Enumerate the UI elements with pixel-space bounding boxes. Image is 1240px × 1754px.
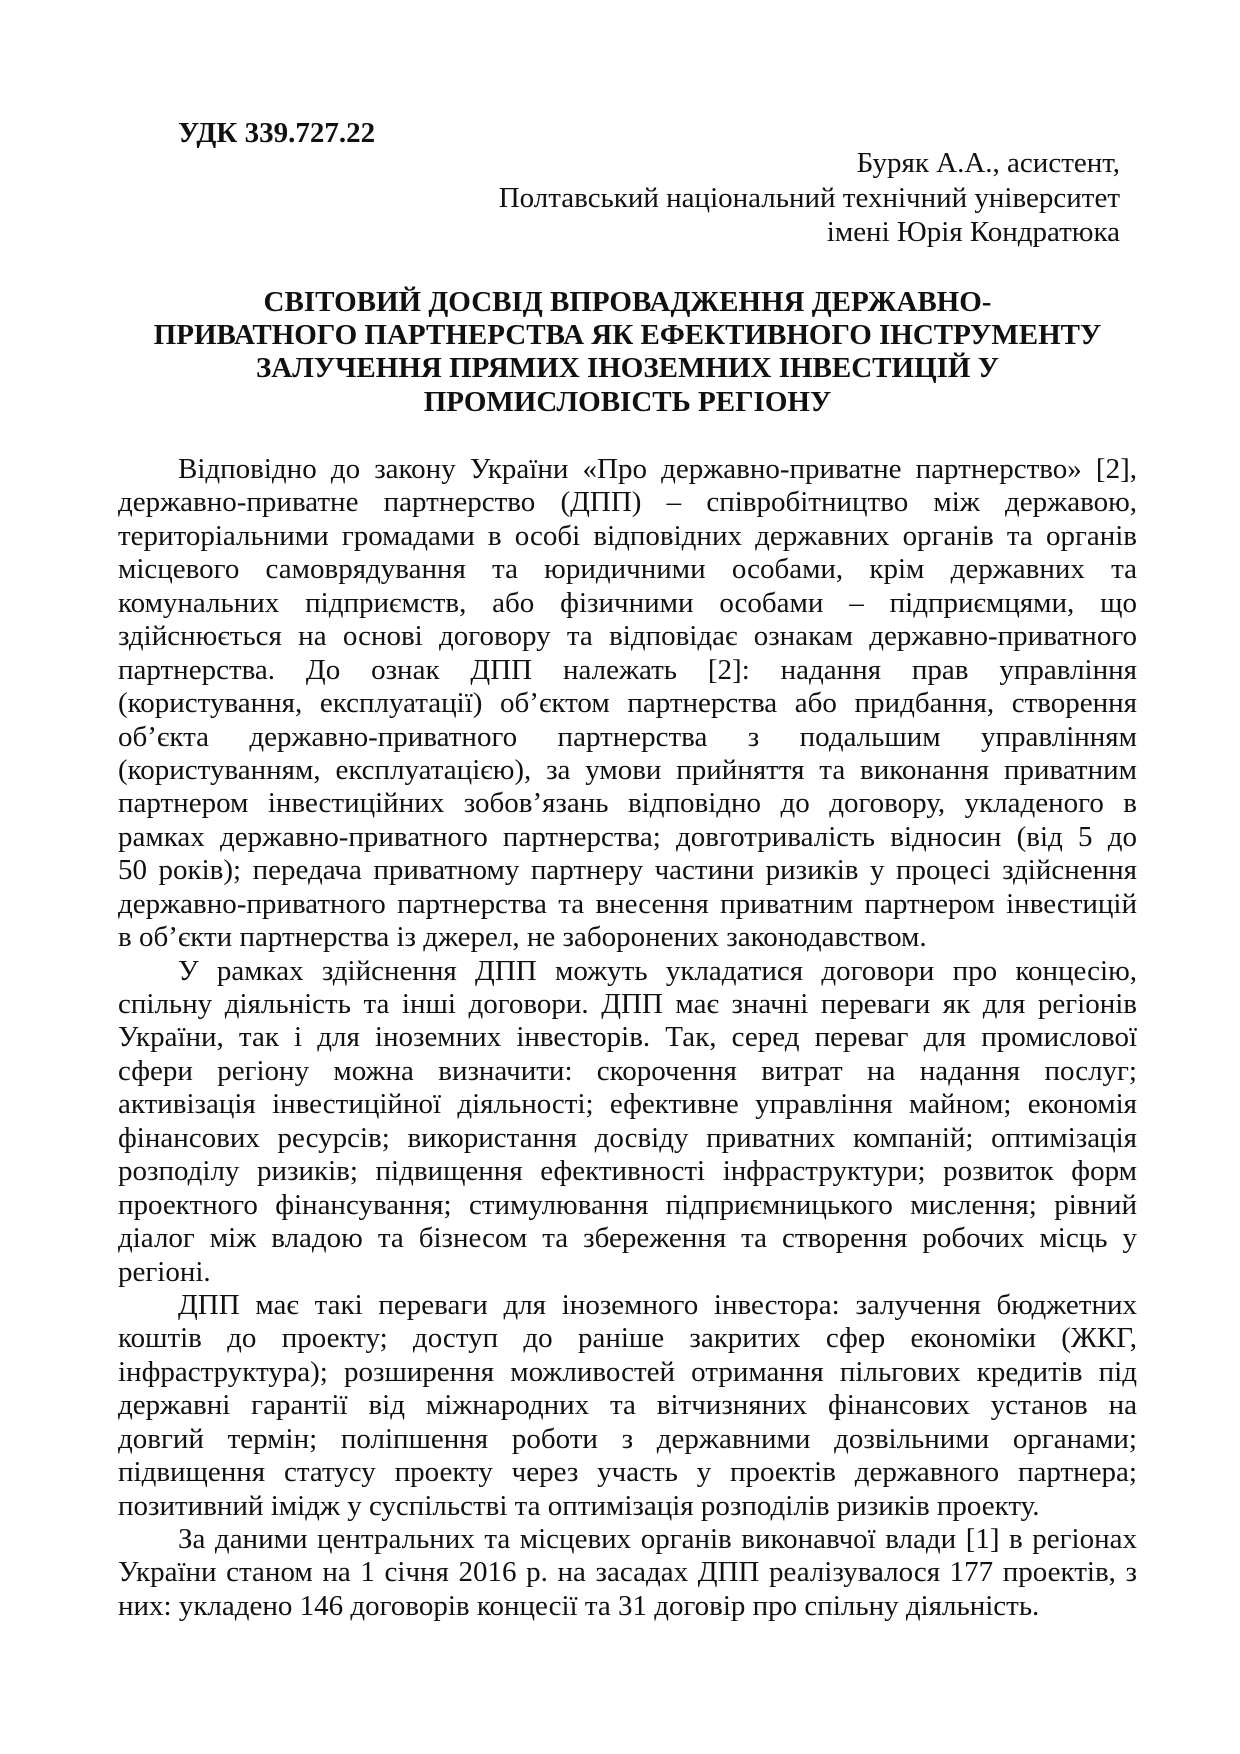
paragraph (118, 1289, 1137, 1523)
paragraph-line: в об’єкти партнерства із джерел, не заборонених законодавством. (118, 921, 927, 954)
paragraph-line: розподілу ризиків; підвищення ефективності інфраструктури; розвиток форм (118, 1155, 1137, 1188)
article-title (118, 286, 1137, 419)
author-university: Полтавський національний технічний університет (498, 181, 1120, 214)
title-line: ПРИВАТНОГО ПАРТНЕРСТВА ЯК ЕФЕКТИВНОГО ІНСТРУМЕНТУ (153, 319, 1102, 352)
paragraph-line: України станом на 1 січня 2016 р. на засадах ДПП реалізувалося 177 проектів, з (118, 1556, 1137, 1589)
paragraph-line: позитивний імідж у суспільстві та оптимізація розподілів ризиків проекту. (118, 1489, 1040, 1522)
paragraph-line: діалог між владою та бізнесом та збереження та створення робочих місць у (118, 1222, 1137, 1255)
paragraph-line: них: укладено 146 договорів концесії та 31 договір про спільну діяльність. (118, 1589, 1040, 1622)
title-line: ПРОМИСЛОВІСТЬ РЕГІОНУ (423, 385, 832, 418)
paragraph-line: місцевого самоврядування та юридичними особами, крім державних та (118, 553, 1137, 586)
title-line: ЗАЛУЧЕННЯ ПРЯМИХ ІНОЗЕМНИХ ІНВЕСТИЦІЙ У (256, 352, 999, 385)
paragraph (118, 1523, 1137, 1623)
paragraph-line: України, так і для іноземних інвесторів. Так, серед переваг для промислової (118, 1021, 1137, 1054)
paragraph-line: проектного фінансування; стимулювання підприємницького мислення; рівний (118, 1188, 1137, 1221)
paragraph-line: активізація інвестиційної діяльності; ефективне управління майном; економія (118, 1088, 1137, 1121)
paragraph-line: партнером інвестиційних зобов’язань відповідно до договору, укладеного в (118, 787, 1137, 820)
paragraph-line: комунальних підприємств, або фізичними особами – підприємцями, що (118, 586, 1137, 619)
paragraph-line: об’єкта державно-приватного партнерства з подальшим управлінням (118, 720, 1137, 753)
author-name-position: Буряк А.А., асистент, (856, 147, 1120, 179)
udk-code: УДК 339.727.22 (178, 117, 376, 149)
paragraph-line: регіоні. (118, 1255, 211, 1288)
paragraph-line: довгий термін; поліпшення роботи з державними дозвільними органами; (118, 1422, 1137, 1455)
paragraph-line: 50 років); передача приватному партнеру частини ризиків у процесі здійснення (118, 854, 1137, 887)
title-line: СВІТОВИЙ ДОСВІД ВПРОВАДЖЕННЯ ДЕРЖАВНО- (263, 286, 992, 318)
paragraph-line: державні гарантії від міжнародних та вітчизняних фінансових установ на (118, 1389, 1137, 1422)
paragraph-line: спільну діяльність та інші договори. ДПП має значні переваги як для регіонів (118, 988, 1137, 1020)
article-body (118, 453, 1137, 1623)
paragraph-line: підвищення статусу проекту через участь у проектів державного партнера; (118, 1456, 1137, 1489)
paragraph-line: (користування, експлуатації) об’єктом партнерства або придбання, створення (118, 687, 1137, 720)
paragraph-line: державно-приватне партнерство (ДПП) – співробітництво між державою, (118, 486, 1137, 519)
paragraph-line: коштів до проекту; доступ до раніше закритих сфер економіки (ЖКГ, (118, 1322, 1137, 1355)
paragraph-line: (користуванням, експлуатацією), за умови прийняття та виконання приватним (118, 753, 1137, 786)
paragraph-line: територіальними громадами в особі відповідних державних органів та органів (118, 519, 1137, 552)
paragraph-line: партнерства. До ознак ДПП належать [2]: надання прав управління (118, 653, 1137, 686)
paragraph-line: ДПП має такі переваги для іноземного інвестора: залучення бюджетних (178, 1288, 1137, 1321)
paragraph-line: рамках державно-приватного партнерства; довготривалість відносин (від 5 до (118, 820, 1137, 853)
paragraph (118, 453, 1137, 955)
author-university-name: імені Юрія Кондратюка (826, 216, 1120, 248)
paragraph-line: сфери регіону можна визначити: скорочення витрат на надання послуг; (118, 1054, 1137, 1087)
author-block (499, 146, 1120, 250)
paragraph-line: державно-приватного партнерства та внесення приватним партнером інвестицій (118, 887, 1137, 920)
paragraph-line: здійснюється на основі договору та відповідає ознакам державно-приватного (118, 620, 1137, 653)
paragraph-line: інфраструктура); розширення можливостей отримання пільгових кредитів під (118, 1355, 1137, 1388)
paragraph (118, 955, 1137, 1289)
paragraph-line: фінансових ресурсів; використання досвіду приватних компаній; оптимізація (118, 1121, 1137, 1154)
paragraph-line: За даними центральних та місцевих органів виконавчої влади [1] в регіонах (178, 1523, 1137, 1555)
paragraph-line: У рамках здійснення ДПП можуть укладатися договори про концесію, (178, 954, 1137, 987)
paragraph-line: Відповідно до закону України «Про державно-приватне партнерство» [2], (178, 453, 1137, 485)
